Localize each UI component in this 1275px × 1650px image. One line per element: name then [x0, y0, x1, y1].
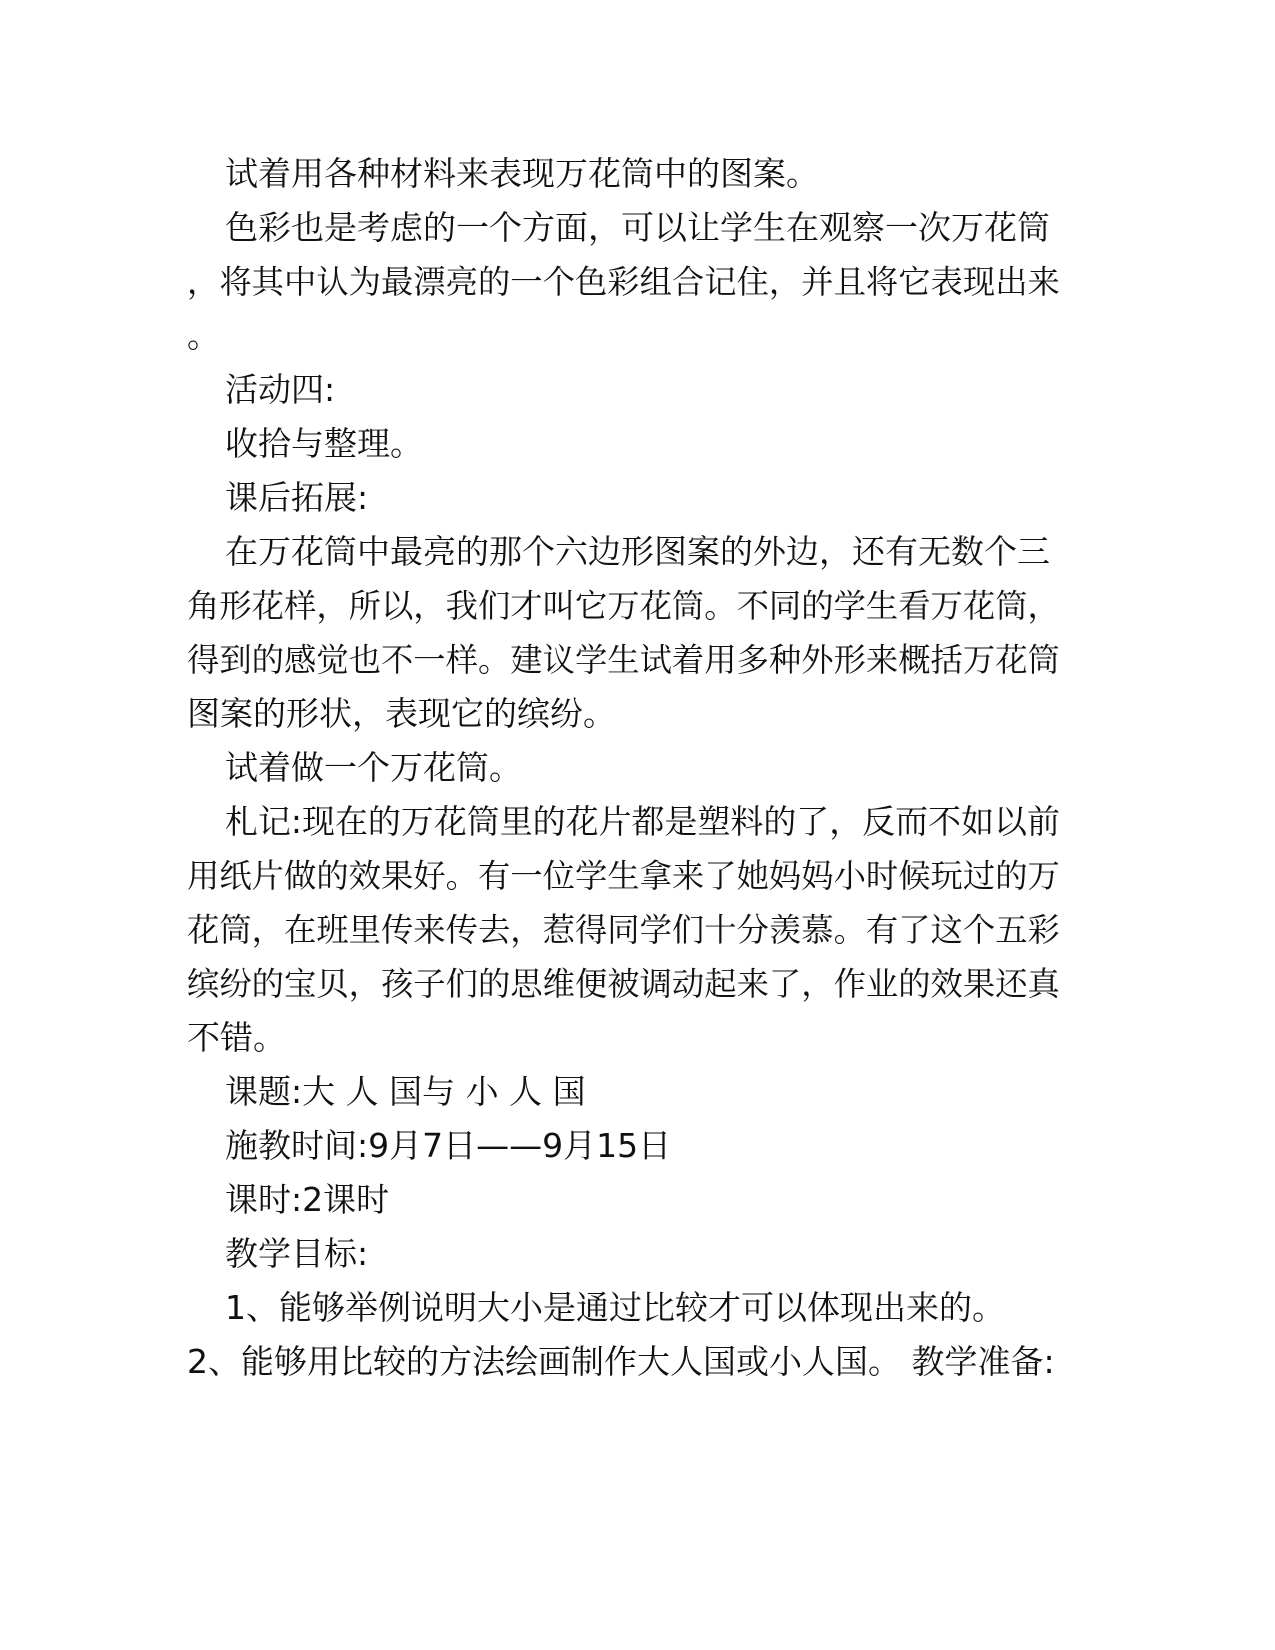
text-line: 课时:2课时: [225, 1180, 390, 1219]
text-line: 不错。: [187, 1018, 286, 1057]
text-line: 。: [187, 316, 220, 355]
text-line: 用纸片做的效果好。有一位学生拿来了她妈妈小时候玩过的万: [187, 857, 1060, 895]
text-line: 色彩也是考虑的一个方面，可以让学生在观察一次万花筒: [225, 208, 1050, 247]
text-line: 课题:大 人 国与 小 人 国: [225, 1072, 586, 1111]
text-line: 图案的形状，表现它的缤纷。: [187, 694, 616, 733]
text-line: 1、能够举例说明大小是通过比较才可以体现出来的。: [225, 1288, 1005, 1327]
text-line: 角形花样，所以，我们才叫它万花筒。不同的学生看万花筒，: [187, 587, 1060, 625]
text-line: 试着做一个万花筒。: [225, 748, 522, 787]
text-line: 施教时间:9月7日——9月15日: [225, 1126, 672, 1165]
text-line: 得到的感觉也不一样。建议学生试着用多种外形来概括万花筒: [187, 641, 1060, 679]
text-line: 教学目标:: [225, 1234, 369, 1273]
text-line: 试着用各种材料来表现万花筒中的图案。: [225, 154, 819, 193]
text-line: ，将其中认为最漂亮的一个色彩组合记住，并且将它表现出来: [187, 263, 1060, 301]
text-line: 课后拓展:: [225, 478, 369, 517]
text-line: 札记:现在的万花筒里的花片都是塑料的了，反而不如以前: [225, 802, 1060, 841]
text-line: 在万花筒中最亮的那个六边形图案的外边，还有无数个三: [225, 532, 1050, 571]
text-line: 活动四:: [225, 370, 336, 409]
text-line: 收拾与整理。: [225, 424, 423, 463]
text-line: 2、能够用比较的方法绘画制作大人国或小人国。 教学准备:: [187, 1342, 1055, 1381]
text-line: 缤纷的宝贝，孩子们的思维便被调动起来了，作业的效果还真: [187, 965, 1060, 1003]
text-line: 花筒，在班里传来传去，惹得同学们十分羡慕。有了这个五彩: [187, 911, 1060, 949]
